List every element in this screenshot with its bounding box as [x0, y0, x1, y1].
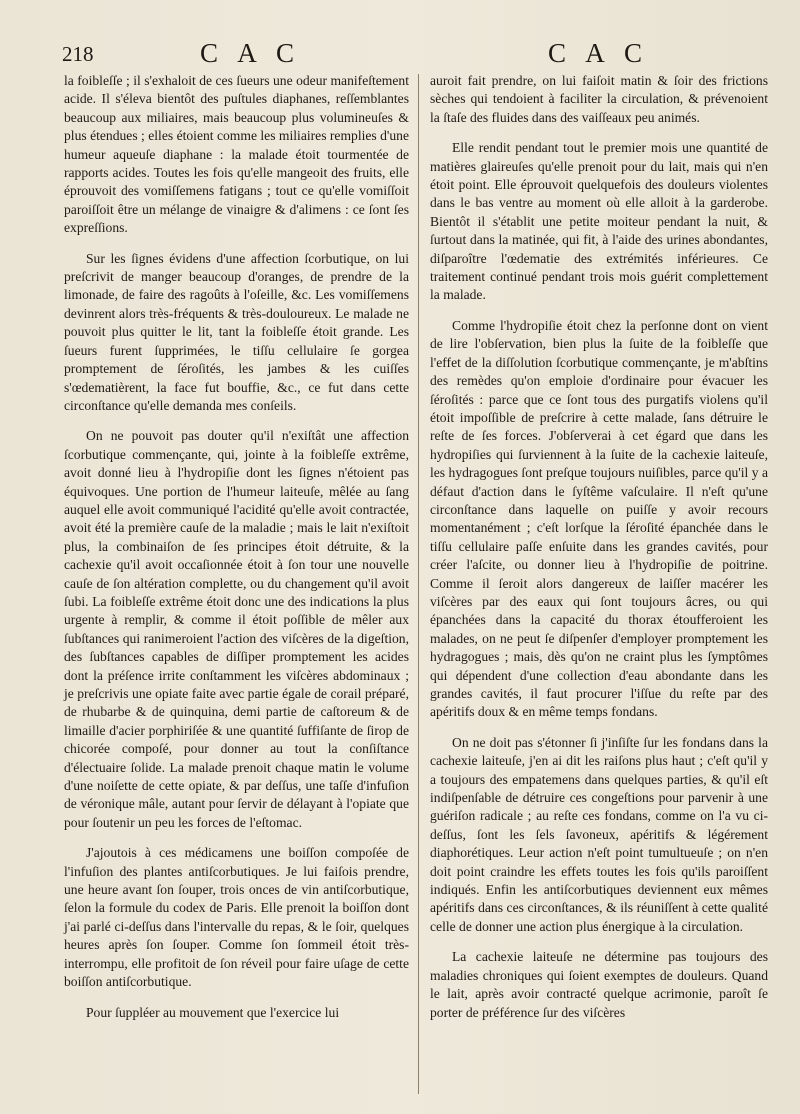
paragraph: auroit fait prendre, on lui faiſoit matin & ſoir des frictions sèches qui tendoient à faciliter la circulation, & prévenoient la ſtaſe des fluides dans des vaiſſeaux peu animés. — [430, 73, 768, 125]
right-column — [430, 72, 768, 1022]
paragraph: Elle rendit pendant tout le premier mois une quantité de matières glaireuſes qu'elle prenoit pour du lait, mais qui n'en étoit point. Elle éprouvoit quelquefois des douleurs violentes dans le bas ventre au moment où elle alloit à la garderobe. Bientôt il s'établit une petite moiteur pendant la nuit, & ſurtout dans la matinée, qui fit, à l'aide des urines abondantes, diſparoître l'œdematie des extrémités inférieures. Ce traitement continué pendant trois mois guérit complettement la malade. — [430, 140, 768, 303]
paragraph: la foibleſſe ; il s'exhaloit de ces ſueurs une odeur manifeſtement acide. Il s'éleva bientôt des puſtules diaphanes, reſſemblantes beaucoup aux miliaires, mais beaucoup plus volumineuſes & plus étendues ; elles étoient comme les miliaires remplies d'une humeur aqueuſe diaphane : la malade étoit tourmentée de rapports acides. Toutes les fois qu'elle mangeoit des fruits, elle éprouvoit des vomiſſemens fatigans ; tout ce qu'elle vomiſſoit paroiſſoit être un mélange de vinaigre & d'alimens : ce ſont ſes expreſſions. — [64, 73, 409, 236]
paragraph: Sur les ſignes évidens d'une affection ſcorbutique, on lui preſcrivit de manger beaucoup d'oranges, de prendre de la limonade, de faire des ragoûts à l'oſeille, &c. Les vomiſſemens devinrent alors très-fréquents & très-douloureux. Le malade ne pouvoit plus quitter le lit, tant la foibleſſe étoit grande. Les ſueurs furent ſupprimées, le tiſſu cellulaire ſe gorgea promptement de ſéroſités, les jambes & les cuiſſes s'œdematièrent, la face fut bouffie, &c., ce fut dans cette circonſtance qu'elle demanda mes conſeils. — [64, 250, 409, 413]
paragraph: On ne doit pas s'étonner ſi j'inſiſte ſur les fondans dans la cachexie laiteuſe, j'en ai dit les raiſons plus haut ; c'eſt qu'il y a toujours des empatemens dans quelques parties, & qu'il eſt indiſpenſable de détruire ces congeſtions pour parvenir à une guériſon radicale ; au reſte ces fondans, comme on l'a vu ci-deſſus, ſont les ſels ſavoneux, apéritifs & légérement diaphorétiques. Leur action n'eſt point tumultueuſe ; on n'en doit point craindre les effets toutes les fois qu'ils paroiſſent indiqués. Enfin les antiſcorbutiques deviennent eux mêmes apéritifs dans ces circonſtances, & ils réuniſſent à cette qualité celle de donner une action plus énergique à la circulation. — [430, 734, 768, 934]
column-divider — [418, 74, 419, 1094]
paragraph: La cachexie laiteuſe ne détermine pas toujours des maladies chroniques qui ſoient exemptes de douleurs. Quand le lait, après avoir contracté quelque acrimonie, paroît ſe porter de préférence ſur des viſcères — [430, 949, 768, 1020]
left-column — [64, 72, 409, 1022]
running-head-left: C A C — [200, 38, 302, 68]
page-header — [0, 38, 800, 68]
running-head-right: C A C — [548, 38, 650, 68]
paragraph: Pour ſuppléer au mouvement que l'exercice lui — [86, 1004, 340, 1020]
paragraph: Comme l'hydropiſie étoit chez la perſonne dont on vient de lire l'obſervation, bien plus la ſuite de la foibleſſe que l'effet de la diſſolution ſcorbutique commençante, je m'abſtins des remèdes qu'on emploie d'ordinaire pour évacuer les ſéroſités : parce que ce ſont tous des purgatifs violens qu'il étoit impoſſible de preſcrire à cette malade, ſans détruire le reſte de ſes forces. J'obſerverai à cet égard que dans les hydropiſies qui ſurviennent à la ſuite de la cachexie laiteuſe, les hydragogues ſont preſque toujours nuiſibles, parce qu'il y a défaut d'action dans le ſyſtême vaſculaire. Il n'eſt qu'une circonſtance dans laquelle on puiſſe y avoir recours momentanément ; c'eſt lorſque la ſéroſité épanchée dans le tiſſu cellulaire paſſe enſuite dans les grandes cavités, pour créer l'aſcite, ou donner lieu à l'hydropiſie de poitrine. Comme il ſeroit alors dangereux de laiſſer macérer les viſcères par des eaux qui ſont toujours âcres, ou qui épanchées dans la capacité du thorax étoufferoient les malades, on ne peut ſe diſpenſer d'employer promptement les hydragogues ; mais, dès qu'on ne craint plus les ſymptômes qui dépendent d'une collection d'eau abondante dans les grandes cavités, il faut procurer l'iſſue du reſte par des apéritifs doux & en même temps fondans. — [430, 317, 768, 720]
paragraph: On ne pouvoit pas douter qu'il n'exiſtât une affection ſcorbutique commençante, qui, jointe à la foibleſſe extrême, avoit donné lieu à l'hydropiſie dont les ſignes n'étoient pas équivoques. Une portion de l'humeur laiteuſe, mêlée au ſang auquel elle avoit communiqué l'acidité qu'elle avoit contractée, avoit été la première cauſe de la maladie ; mais le lait n'exiſtoit plus, la combinaiſon de ſes principes étoit détruite, & la cachexie qu'il avoit occaſionnée étoit à ſon tour une nouvelle cauſe de ſon altération complette, ou du changement qu'il avoit ſubi. La foibleſſe extrême étoit donc une des indications la plus urgente à remplir, & comme il étoit poſſible de mêler aux ſubſtances qui ranimeroient l'action des viſcères de la digeſtion, des ſubſtances capables de diſſiper promptement les acides dont la préſence irrite conſtamment les viſcères abdominaux ; je preſcrivis une opiate faite avec partie égale de corail préparé, de rhubarbe & de quinquina, demi partie de caſtoreum & de limaille d'acier porphiriſée & une quantité ſuffiſante de ſirop de chicorée compoſé, pour donner au tout la conſiſtance d'électuaire ſolide. La malade prenoit chaque matin le volume d'une noiſette de cette opiate, & par deſſus, une taſſe d'infuſion de véronique mâle, autant pour ſervir de délayant à l'opiate que pour ſoutenir un peu les forces de l'eſtomac. — [64, 428, 409, 830]
page-number: 218 — [62, 42, 94, 66]
paragraph: J'ajoutois à ces médicamens une boiſſon compoſée de l'infuſion des plantes antiſcorbutiques. Je lui faiſois prendre, une heure avant ſon ſouper, trois onces de vin antiſcorbutique, ſelon la formule du codex de Paris. Elle prenoit la boiſſon dont j'ai parlé ci-deſſus dans l'intervalle du repas, & le ſoir, quelques heures après ſon ſouper. Comme ſon ſommeil étoit très-interrompu, elle profitoit de ſon réveil pour faire uſage de cette boiſſon antiſcorbutique. — [64, 845, 409, 990]
